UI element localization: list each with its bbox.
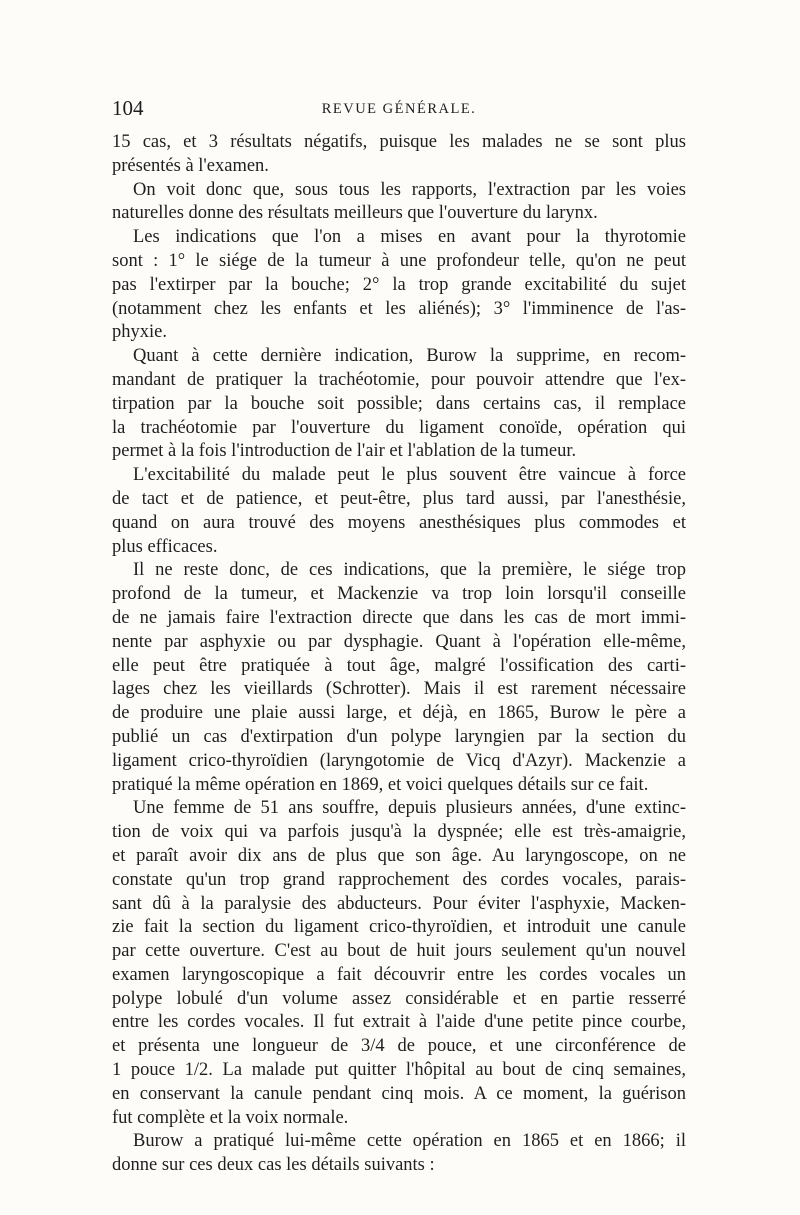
text-line: et paraît avoir dix ans de plus que son âge. Au laryngoscope, on ne bbox=[112, 845, 686, 866]
text-line: 15 cas, et 3 résultats négatifs, puisque les malades ne se sont plus bbox=[112, 132, 686, 152]
text-line: par cette ouverture. C'est au bout de huit jours seulement qu'un nouvel bbox=[112, 941, 686, 962]
text-line: ligament crico-thyroïdien (laryngotomie de Vicq d'Azyr). Mackenzie a bbox=[112, 750, 686, 771]
text-line: Les indications que l'on a mises en avant pour la thyrotomie bbox=[133, 227, 686, 248]
text-line: mandant de pratiquer la trachéotomie, pour pouvoir attendre que l'ex- bbox=[112, 369, 686, 390]
text-line: en conservant la canule pendant cinq mois. A ce moment, la guérison bbox=[112, 1083, 686, 1104]
text-line: de tact et de patience, et peut-être, plus tard aussi, par l'anesthésie, bbox=[112, 488, 686, 509]
text-line: quand on aura trouvé des moyens anesthésiques plus commodes et bbox=[112, 512, 686, 533]
text-line: lages chez les vieillards (Schrotter). Mais il est rarement nécessaire bbox=[112, 679, 686, 700]
running-title: REVUE GÉNÉRALE. bbox=[321, 101, 477, 117]
paragraph bbox=[112, 179, 686, 227]
text-line: donne sur ces deux cas les détails suivants : bbox=[112, 1155, 435, 1176]
text-line: pratiqué la même opération en 1869, et voici quelques détails sur ce fait. bbox=[112, 774, 649, 795]
paragraph bbox=[112, 1130, 686, 1178]
page-number: 104 bbox=[112, 96, 144, 120]
text-line: sant dû à la paralysie des abducteurs. Pour éviter l'asphyxie, Macken- bbox=[112, 893, 686, 914]
text-line: Burow a pratiqué lui-même cette opération en 1865 et en 1866; il bbox=[133, 1131, 686, 1152]
paragraph bbox=[112, 226, 686, 345]
text-line: L'excitabilité du malade peut le plus souvent être vaincue à force bbox=[133, 465, 686, 486]
text-line: pas l'extirper par la bouche; 2° la trop grande excitabilité du sujet bbox=[112, 274, 686, 295]
text-line: zie fait la section du ligament crico-thyroïdien, et introduit une canule bbox=[112, 917, 686, 938]
text-line: entre les cordes vocales. Il fut extrait à l'aide d'une petite pince courbe, bbox=[112, 1012, 686, 1033]
paragraph bbox=[112, 559, 686, 797]
text-line: de produire une plaie aussi large, et déjà, en 1865, Burow le père a bbox=[112, 703, 686, 724]
text-line: nente par asphyxie ou par dysphagie. Quant à l'opération elle-même, bbox=[112, 631, 686, 652]
text-line: phyxie. bbox=[112, 322, 167, 343]
text-line: sont : 1° le siége de la tumeur à une profondeur telle, qu'on ne peut bbox=[112, 250, 686, 271]
text-line: profond de la tumeur, et Mackenzie va trop loin lorsqu'il conseille bbox=[112, 584, 686, 605]
paragraph bbox=[112, 797, 686, 1130]
text-line: Il ne reste donc, de ces indications, que la première, le siége trop bbox=[133, 560, 686, 581]
text-line: 1 pouce 1/2. La malade put quitter l'hôpital au bout de cinq semaines, bbox=[112, 1060, 686, 1081]
body-text bbox=[112, 131, 686, 1178]
text-line: examen laryngoscopique a fait découvrir entre les cordes vocales un bbox=[112, 964, 686, 985]
text-line: tirpation par la bouche soit possible; dans certains cas, il remplace bbox=[112, 393, 686, 414]
text-line: de ne jamais faire l'extraction directe que dans les cas de mort immi- bbox=[112, 607, 686, 628]
text-line: tion de voix qui va parfois jusqu'à la dyspnée; elle est très-amaigrie, bbox=[112, 822, 686, 843]
text-line: Quant à cette dernière indication, Burow la supprime, en recom- bbox=[133, 346, 686, 367]
text-line: constate qu'un trop grand rapprochement des cordes vocales, parais- bbox=[112, 869, 686, 890]
text-line: et présenta une longueur de 3/4 de pouce, et une circonférence de bbox=[112, 1036, 686, 1057]
text-line: elle peut être pratiquée à tout âge, malgré l'ossification des carti- bbox=[112, 655, 686, 676]
text-line: la trachéotomie par l'ouverture du ligament conoïde, opération qui bbox=[112, 417, 686, 438]
paragraph bbox=[112, 464, 686, 559]
text-line: plus efficaces. bbox=[112, 536, 218, 557]
text-line: publié un cas d'extirpation d'un polype laryngien par la section du bbox=[112, 726, 686, 747]
paragraph bbox=[112, 345, 686, 464]
paragraph bbox=[112, 131, 686, 179]
text-line: (notamment chez les enfants et les aliénés); 3° l'imminence de l'as- bbox=[112, 298, 686, 319]
text-line: fut complète et la voix normale. bbox=[112, 1107, 349, 1128]
page-header bbox=[112, 94, 686, 124]
text-line: présentés à l'examen. bbox=[112, 155, 269, 176]
text-line: On voit donc que, sous tous les rapports, l'extraction par les voies bbox=[133, 179, 686, 200]
text-line: permet à la fois l'introduction de l'air et l'ablation de la tumeur. bbox=[112, 441, 577, 462]
text-line: polype lobulé d'un volume assez considérable et en partie resserré bbox=[112, 988, 686, 1009]
text-line: naturelles donne des résultats meilleurs que l'ouverture du larynx. bbox=[112, 203, 598, 224]
text-line: Une femme de 51 ans souffre, depuis plusieurs années, d'une extinc- bbox=[133, 798, 686, 819]
